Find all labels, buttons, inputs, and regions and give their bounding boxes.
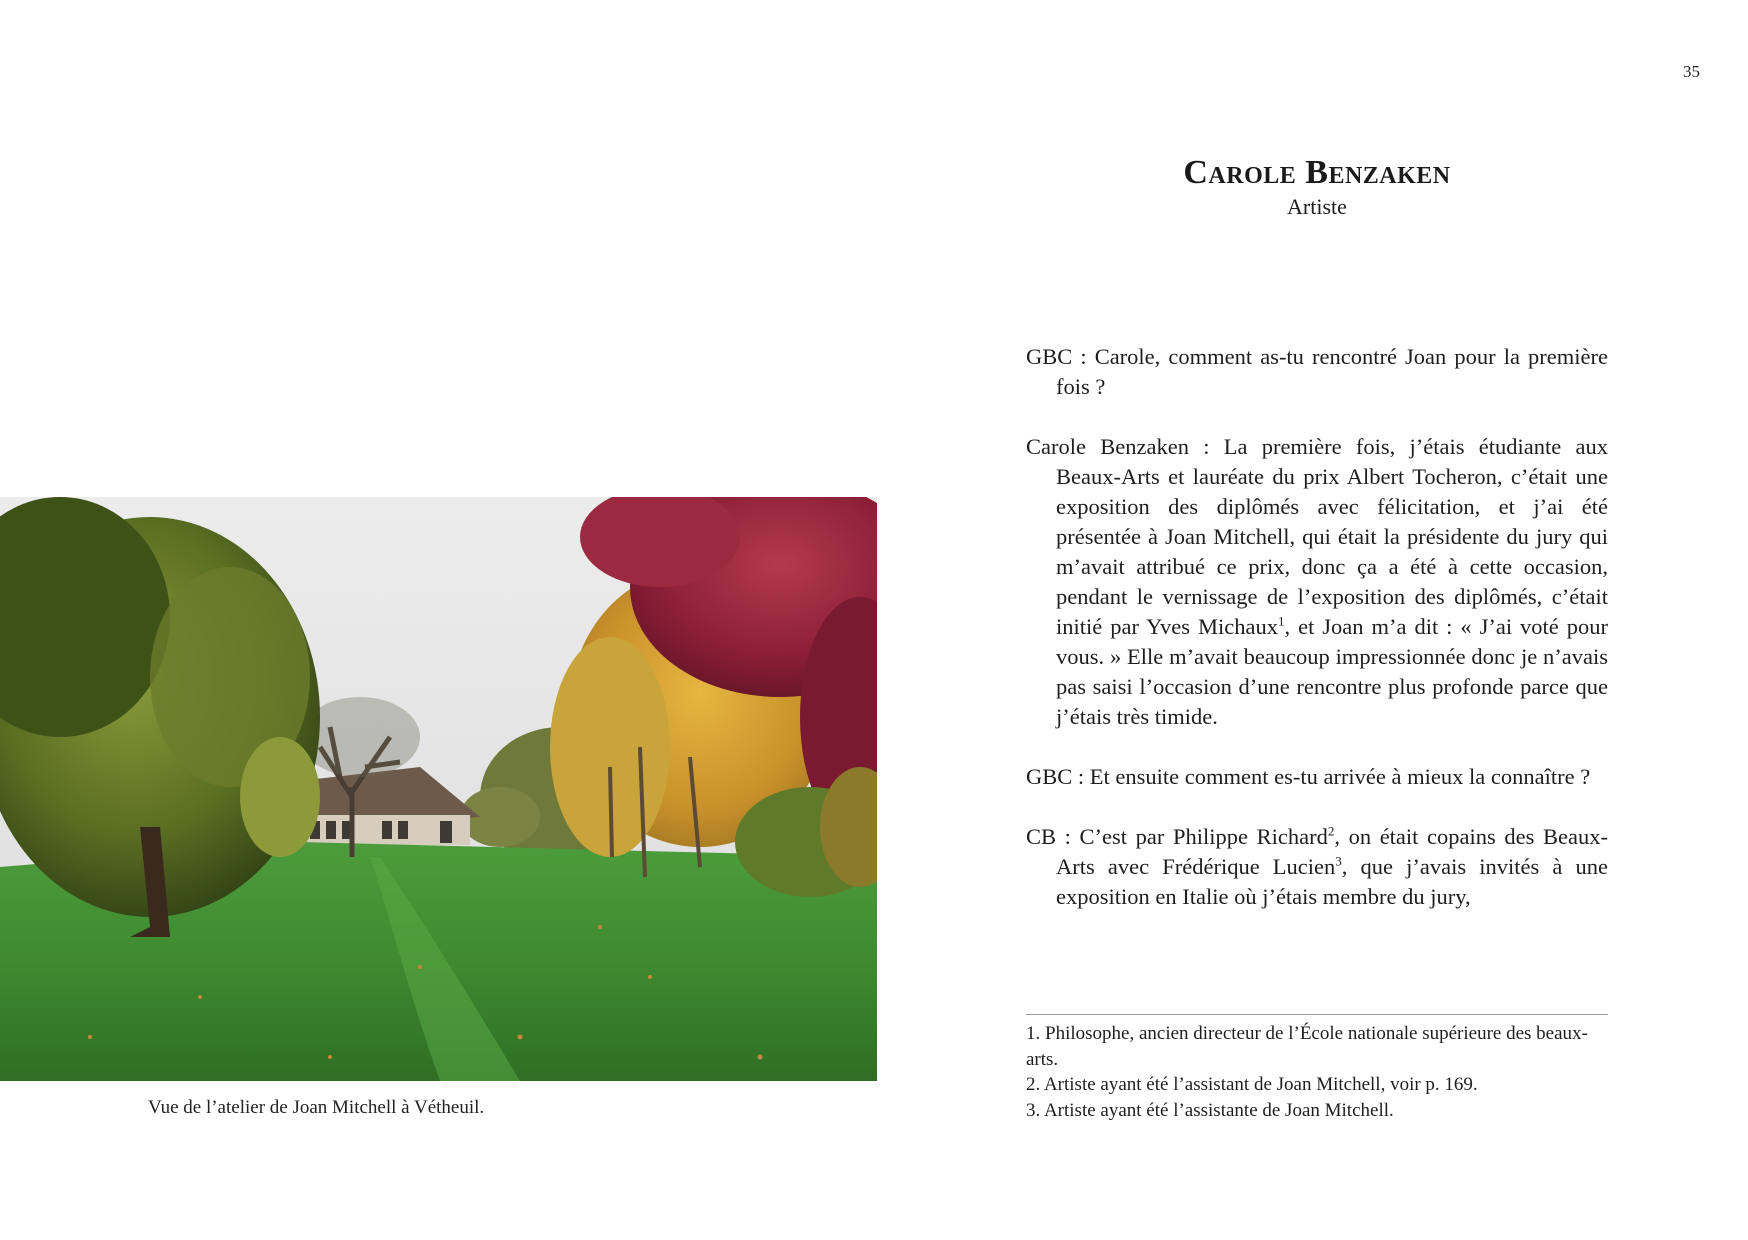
interview-body [1026, 342, 1608, 942]
question-paragraph [1026, 762, 1608, 792]
question-text: GBC : Et ensuite comment es-tu arrivée à mieux la connaître ? [1026, 764, 1591, 789]
footnotes [1026, 1014, 1608, 1123]
answer-text: , et Joan m’a dit : « J’ai voté pour vous. » Elle m’avait beaucoup impressionnée donc je n’avais pas saisi l’occasion d’une rencontre plus profonde parce que j’étais très timide. [1056, 614, 1608, 729]
footnote-ref[interactable]: 1 [1278, 613, 1285, 629]
answer-text: Carole Benzaken : La première fois, j’étais étudiante aux Beaux-Arts et lauréate du prix Albert Tocheron, c’était une exposition des diplômés avec félicitation, et j’ai été présentée à Joan Mitchell, qui était la présidente du jury qui m’avait attribué ce prix, donc ça a été à cette occasion, pendant le vernissage de l’exposition des diplômés, c’était initié par Yves Michaux [1026, 434, 1608, 639]
footnote: 3. Artiste ayant été l’assistante de Joan Mitchell. [1026, 1099, 1394, 1121]
interview-header [1026, 153, 1608, 221]
answer-paragraph [1026, 432, 1608, 732]
footnote-ref[interactable]: 3 [1335, 853, 1342, 869]
answer-text: , on était copains des Beaux-Arts avec Frédérique Lucien [1056, 824, 1608, 879]
atelier-photo [0, 497, 877, 1081]
footnote: 2. Artiste ayant été l’assistant de Joan Mitchell, voir p. 169. [1026, 1074, 1478, 1095]
answer-text: CB : C’est par Philippe Richard [1026, 824, 1328, 849]
answer-paragraph [1026, 822, 1608, 912]
page-number: 35 [1683, 62, 1700, 81]
interviewee-role: Artiste [1287, 194, 1347, 219]
interviewee-name: Carole Benzaken [1183, 154, 1451, 191]
photo-caption: Vue de l’atelier de Joan Mitchell à Vétheuil. [148, 1097, 485, 1118]
footnote-ref[interactable]: 2 [1327, 823, 1335, 839]
question-text: GBC : Carole, comment as-tu rencontré Joan pour la première fois ? [1026, 344, 1608, 399]
question-paragraph [1026, 342, 1608, 402]
answer-text: , que j’avais invités à une exposition en Italie où j’étais membre du jury, [1056, 854, 1608, 909]
footnote: 1. Philosophe, ancien directeur de l’École nationale supérieure des beaux-arts. [1026, 1023, 1588, 1070]
